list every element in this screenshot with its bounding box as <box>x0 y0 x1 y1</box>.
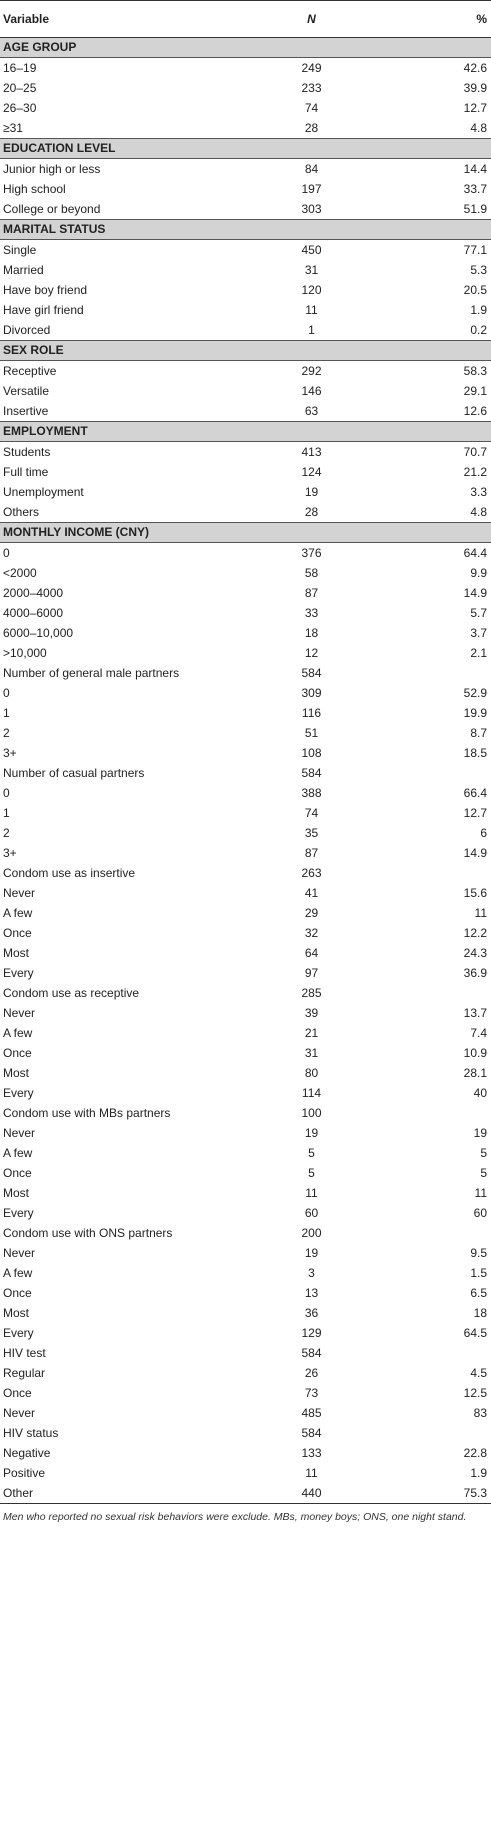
table-row <box>0 743 491 763</box>
row-n-value: 74 <box>304 806 319 820</box>
row-percent-value: 1.9 <box>470 303 487 317</box>
table-row <box>0 963 491 983</box>
row-n-value: 1 <box>308 323 315 337</box>
section-header-row <box>0 220 491 240</box>
table-row <box>0 1343 491 1363</box>
section-header-label: EDUCATION LEVEL <box>0 139 491 159</box>
row-label: Condom use with MBs partners <box>3 1106 171 1120</box>
row-label: A few <box>3 1026 33 1040</box>
table-row <box>0 1443 491 1463</box>
row-n-value: 19 <box>304 1246 319 1260</box>
row-label: Junior high or less <box>3 162 101 176</box>
row-label: High school <box>3 182 66 196</box>
header-percent: % <box>383 1 491 38</box>
table-row <box>0 1043 491 1063</box>
row-label: Full time <box>3 465 49 479</box>
row-percent-value: 20.5 <box>463 283 487 297</box>
header-variable: Variable <box>0 1 240 38</box>
section-header-row <box>0 38 491 58</box>
row-percent-value: 6.5 <box>470 1286 487 1300</box>
row-label: College or beyond <box>3 202 101 216</box>
row-label: Once <box>3 1286 32 1300</box>
row-percent-value <box>383 863 491 883</box>
table-row <box>0 903 491 923</box>
row-percent-value: 5.3 <box>470 263 487 277</box>
table-row <box>0 683 491 703</box>
table-row <box>0 923 491 943</box>
row-n-value: 31 <box>304 1046 319 1060</box>
row-label: Never <box>3 1006 36 1020</box>
row-n-value: 5 <box>308 1146 315 1160</box>
table-row <box>0 703 491 723</box>
row-label: Every <box>3 1326 34 1340</box>
row-percent-value: 12.7 <box>463 806 487 820</box>
row-label: 2 <box>3 826 10 840</box>
row-n-value: 200 <box>301 1226 322 1240</box>
row-label: Once <box>3 1386 32 1400</box>
table-row <box>0 280 491 300</box>
row-percent-value: 22.8 <box>463 1446 487 1460</box>
row-n-value: 197 <box>301 182 322 196</box>
row-percent-value: 7.4 <box>470 1026 487 1040</box>
row-label: Condom use as receptive <box>3 986 140 1000</box>
row-percent-value: 18.5 <box>463 746 487 760</box>
row-percent-value: 77.1 <box>463 243 487 257</box>
table-row <box>0 1083 491 1103</box>
table-row <box>0 1403 491 1423</box>
table-row <box>0 643 491 663</box>
row-percent-value <box>383 983 491 1003</box>
row-n-value: 18 <box>304 626 319 640</box>
row-label: Most <box>3 946 30 960</box>
row-percent-value <box>383 763 491 783</box>
row-percent-value: 39.9 <box>463 81 487 95</box>
row-n-value: 29 <box>304 906 319 920</box>
table-row <box>0 361 491 382</box>
table-row <box>0 462 491 482</box>
row-n-value: 64 <box>304 946 319 960</box>
row-label: 2000–4000 <box>3 586 64 600</box>
row-label: Number of casual partners <box>3 766 145 780</box>
row-n-value: 133 <box>301 1446 322 1460</box>
row-percent-value: 12.6 <box>463 404 487 418</box>
row-label: Condom use with ONS partners <box>3 1226 173 1240</box>
row-n-value: 11 <box>305 303 318 317</box>
row-n-value: 19 <box>304 485 319 499</box>
table-row <box>0 1263 491 1283</box>
row-percent-value: 9.9 <box>470 566 487 580</box>
table-row <box>0 1383 491 1403</box>
table-row <box>0 401 491 422</box>
row-percent-value: 64.5 <box>463 1326 487 1340</box>
row-label: Receptive <box>3 364 57 378</box>
row-label: Most <box>3 1186 30 1200</box>
row-percent-value: 5 <box>480 1146 487 1160</box>
row-percent-value: 24.3 <box>463 946 487 960</box>
table-row <box>0 623 491 643</box>
row-n-value: 11 <box>305 1186 318 1200</box>
row-label: Unemployment <box>3 485 84 499</box>
table-row <box>0 1463 491 1483</box>
row-label: Never <box>3 886 36 900</box>
table-row <box>0 260 491 280</box>
row-label: 1 <box>3 806 10 820</box>
row-label: <2000 <box>3 566 37 580</box>
table-row <box>0 943 491 963</box>
table-row <box>0 381 491 401</box>
table-row <box>0 1283 491 1303</box>
row-n-value: 87 <box>304 846 319 860</box>
row-label: Every <box>3 966 34 980</box>
table-row <box>0 1123 491 1143</box>
table-row <box>0 1103 491 1123</box>
table-row <box>0 1423 491 1443</box>
row-n-value: 97 <box>304 966 319 980</box>
row-percent-value: 28.1 <box>463 1066 487 1080</box>
row-percent-value: 2.1 <box>470 646 487 660</box>
row-n-value: 36 <box>304 1306 319 1320</box>
row-n-value: 100 <box>301 1106 322 1120</box>
table-row <box>0 1363 491 1383</box>
table-body <box>0 38 491 1504</box>
row-label: Single <box>3 243 37 257</box>
table-row <box>0 1143 491 1163</box>
table-row <box>0 823 491 843</box>
row-label: 4000–6000 <box>3 606 64 620</box>
row-n-value: 19 <box>304 1126 319 1140</box>
row-label: HIV status <box>3 1426 59 1440</box>
row-percent-value: 10.9 <box>463 1046 487 1060</box>
table-row <box>0 58 491 79</box>
row-percent-value <box>383 1423 491 1443</box>
row-percent-value: 83 <box>473 1406 487 1420</box>
table-row <box>0 1183 491 1203</box>
table-row <box>0 783 491 803</box>
row-n-value: 32 <box>304 926 319 940</box>
row-label: Regular <box>3 1366 46 1380</box>
row-label: Divorced <box>3 323 51 337</box>
row-percent-value: 9.5 <box>470 1246 487 1260</box>
row-n-value: 60 <box>304 1206 319 1220</box>
row-label: Insertive <box>3 404 49 418</box>
row-n-value: 3 <box>308 1266 315 1280</box>
row-percent-value: 36.9 <box>463 966 487 980</box>
row-label: 0 <box>3 546 10 560</box>
table-row <box>0 320 491 341</box>
row-n-value: 485 <box>301 1406 322 1420</box>
row-percent-value: 5 <box>480 1166 487 1180</box>
table-footnote: Men who reported no sexual risk behaviors were exclude. MBs, money boys; ONS, one night stand. <box>3 1511 467 1523</box>
table-row <box>0 118 491 139</box>
table-row <box>0 863 491 883</box>
row-label: Negative <box>3 1446 51 1460</box>
row-percent-value: 51.9 <box>463 202 487 216</box>
row-percent-value: 6 <box>480 826 487 840</box>
row-n-value: 51 <box>304 726 319 740</box>
row-n-value: 114 <box>301 1086 322 1100</box>
table-row <box>0 1003 491 1023</box>
row-label: ≥31 <box>3 121 23 135</box>
row-n-value: 39 <box>304 1006 319 1020</box>
row-label: Never <box>3 1246 36 1260</box>
row-n-value: 263 <box>301 866 322 880</box>
row-n-value: 80 <box>304 1066 319 1080</box>
section-header-row <box>0 139 491 159</box>
row-percent-value: 14.4 <box>463 162 487 176</box>
row-n-value: 26 <box>304 1366 319 1380</box>
row-n-value: 129 <box>301 1326 322 1340</box>
section-header-label: SEX ROLE <box>0 341 491 361</box>
table-row <box>0 442 491 463</box>
table-row <box>0 199 491 220</box>
section-header-label: AGE GROUP <box>0 38 491 58</box>
section-header-row <box>0 341 491 361</box>
row-n-value: 303 <box>301 202 322 216</box>
section-header-label: EMPLOYMENT <box>0 422 491 442</box>
row-percent-value: 64.4 <box>463 546 487 560</box>
table-row <box>0 1303 491 1323</box>
row-percent-value <box>383 1343 491 1363</box>
row-n-value: 41 <box>304 886 319 900</box>
row-percent-value: 60 <box>473 1206 487 1220</box>
row-n-value: 28 <box>304 121 319 135</box>
row-n-value: 73 <box>304 1386 319 1400</box>
table-row <box>0 1483 491 1504</box>
row-percent-value: 19.9 <box>463 706 487 720</box>
table-row <box>0 1203 491 1223</box>
section-header-label: MONTHLY INCOME (CNY) <box>0 523 491 543</box>
header-n: N <box>240 1 383 38</box>
row-label: >10,000 <box>3 646 47 660</box>
row-percent-value: 19 <box>473 1126 487 1140</box>
table-row <box>0 179 491 199</box>
row-label: 0 <box>3 686 10 700</box>
row-percent-value: 58.3 <box>463 364 487 378</box>
row-n-value: 35 <box>304 826 319 840</box>
row-label: A few <box>3 1266 33 1280</box>
table-row <box>0 240 491 261</box>
row-n-value: 376 <box>301 546 322 560</box>
table-row <box>0 843 491 863</box>
row-percent-value: 4.5 <box>470 1366 487 1380</box>
row-label: Have boy friend <box>3 283 88 297</box>
row-percent-value: 4.8 <box>470 505 487 519</box>
row-label: Every <box>3 1206 34 1220</box>
row-percent-value: 12.5 <box>463 1386 487 1400</box>
row-n-value: 87 <box>304 586 319 600</box>
row-n-value: 124 <box>301 465 322 479</box>
row-n-value: 440 <box>240 1483 383 1504</box>
row-percent-value: 66.4 <box>463 786 487 800</box>
row-n-value: 292 <box>301 364 322 378</box>
row-label: Once <box>3 1166 32 1180</box>
row-label: 2 <box>3 726 10 740</box>
table-row <box>0 1323 491 1343</box>
table-row <box>0 482 491 502</box>
row-n-value: 31 <box>304 263 319 277</box>
section-header-row <box>0 422 491 442</box>
row-percent-value <box>383 663 491 683</box>
row-label: 6000–10,000 <box>3 626 74 640</box>
row-label: Every <box>3 1086 34 1100</box>
row-n-value: 58 <box>304 566 319 580</box>
header-row <box>0 1 491 38</box>
row-label: Married <box>3 263 44 277</box>
table-row <box>0 563 491 583</box>
row-n-value: 108 <box>301 746 322 760</box>
row-label: Have girl friend <box>3 303 84 317</box>
row-label: Other <box>0 1483 240 1504</box>
row-label: 0 <box>3 786 10 800</box>
row-label: A few <box>3 1146 33 1160</box>
row-percent-value: 15.6 <box>463 886 487 900</box>
row-percent-value: 3.3 <box>470 485 487 499</box>
row-n-value: 84 <box>304 162 319 176</box>
row-n-value: 584 <box>301 1426 322 1440</box>
row-percent-value <box>383 1223 491 1243</box>
row-label: HIV test <box>3 1346 46 1360</box>
row-label: Number of general male partners <box>3 666 180 680</box>
row-label: Most <box>3 1306 30 1320</box>
table-row <box>0 543 491 564</box>
row-n-value: 5 <box>308 1166 315 1180</box>
table-row <box>0 300 491 320</box>
row-percent-value: 11 <box>474 1186 487 1200</box>
row-n-value: 584 <box>301 666 322 680</box>
table-row <box>0 159 491 180</box>
table-row <box>0 98 491 118</box>
row-n-value: 285 <box>301 986 322 1000</box>
row-label: Once <box>3 1046 32 1060</box>
row-n-value: 233 <box>301 81 322 95</box>
row-label: Others <box>3 505 40 519</box>
table-row <box>0 1163 491 1183</box>
row-n-value: 63 <box>304 404 319 418</box>
table-row <box>0 583 491 603</box>
row-label: 3+ <box>3 746 17 760</box>
row-percent-value: 8.7 <box>470 726 487 740</box>
row-label: Versatile <box>3 384 50 398</box>
table-row <box>0 763 491 783</box>
row-percent-value: 14.9 <box>463 846 487 860</box>
section-header-row <box>0 523 491 543</box>
table-row <box>0 1223 491 1243</box>
row-label: 16–19 <box>3 61 37 75</box>
table-row <box>0 723 491 743</box>
row-percent-value: 4.8 <box>470 121 487 135</box>
row-percent-value: 29.1 <box>463 384 487 398</box>
table-header <box>0 1 491 38</box>
row-percent-value: 70.7 <box>463 445 487 459</box>
row-n-value: 584 <box>301 1346 322 1360</box>
table-row <box>0 502 491 523</box>
row-n-value: 249 <box>301 61 322 75</box>
row-n-value: 12 <box>304 646 319 660</box>
row-label: 1 <box>3 706 10 720</box>
row-percent-value <box>383 1103 491 1123</box>
table-row <box>0 1243 491 1263</box>
row-percent-value: 21.2 <box>463 465 487 479</box>
row-percent-value: 1.5 <box>470 1266 487 1280</box>
row-percent-value: 1.9 <box>470 1466 487 1480</box>
table-row <box>0 803 491 823</box>
table-row <box>0 603 491 623</box>
row-n-value: 13 <box>304 1286 319 1300</box>
row-n-value: 450 <box>301 243 322 257</box>
row-percent-value: 3.7 <box>470 626 487 640</box>
row-label: Never <box>3 1406 36 1420</box>
row-label: 3+ <box>3 846 17 860</box>
row-n-value: 21 <box>304 1026 319 1040</box>
row-label: Once <box>3 926 32 940</box>
row-label: 26–30 <box>3 101 37 115</box>
row-label: Most <box>3 1066 30 1080</box>
row-n-value: 584 <box>301 766 322 780</box>
row-percent-value: 42.6 <box>463 61 487 75</box>
row-label: Students <box>3 445 51 459</box>
row-percent-value: 40 <box>473 1086 487 1100</box>
row-label: Never <box>3 1126 36 1140</box>
row-n-value: 74 <box>304 101 319 115</box>
row-label: Condom use as insertive <box>3 866 136 880</box>
row-n-value: 120 <box>301 283 322 297</box>
table-row <box>0 983 491 1003</box>
table-row <box>0 78 491 98</box>
table-row <box>0 1063 491 1083</box>
row-label: Positive <box>3 1466 46 1480</box>
row-n-value: 11 <box>305 1466 318 1480</box>
row-n-value: 28 <box>304 505 319 519</box>
row-percent-value: 13.7 <box>463 1006 487 1020</box>
table-row <box>0 663 491 683</box>
row-n-value: 309 <box>301 686 322 700</box>
row-percent-value: 18 <box>473 1306 487 1320</box>
row-percent-value: 75.3 <box>383 1483 491 1504</box>
row-label: A few <box>3 906 33 920</box>
row-percent-value: 5.7 <box>470 606 487 620</box>
row-label: 20–25 <box>3 81 37 95</box>
row-percent-value: 11 <box>474 906 487 920</box>
row-percent-value: 12.2 <box>463 926 487 940</box>
row-percent-value: 12.7 <box>463 101 487 115</box>
row-n-value: 33 <box>304 606 319 620</box>
table-row <box>0 1023 491 1043</box>
row-percent-value: 14.9 <box>463 586 487 600</box>
row-percent-value: 0.2 <box>470 323 487 337</box>
table-row <box>0 883 491 903</box>
section-header-label: MARITAL STATUS <box>0 220 491 240</box>
row-percent-value: 33.7 <box>463 182 487 196</box>
row-percent-value: 52.9 <box>463 686 487 700</box>
row-n-value: 116 <box>301 706 322 720</box>
row-n-value: 388 <box>301 786 322 800</box>
row-n-value: 413 <box>301 445 322 459</box>
row-n-value: 146 <box>301 384 322 398</box>
